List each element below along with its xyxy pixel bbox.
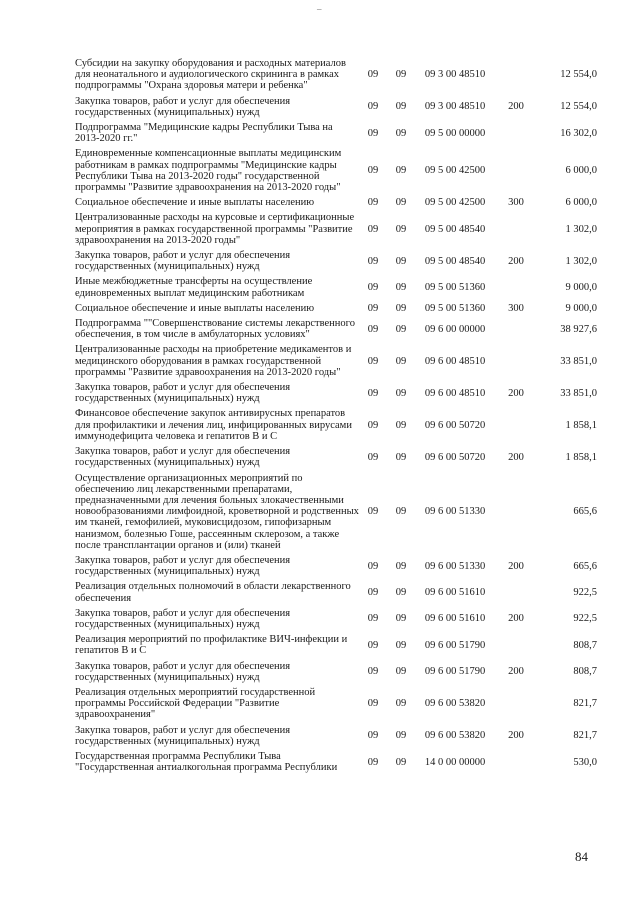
- row-amount: 9 000,0: [565, 302, 597, 314]
- row-target-article: 09 6 00 48510: [424, 355, 486, 367]
- row-amount: 9 000,0: [565, 282, 597, 294]
- row-subsection-code: 09: [395, 302, 407, 314]
- table-row: [75, 608, 597, 630]
- row-target-article: 09 6 00 50720: [424, 451, 486, 463]
- row-target-article: 09 5 00 51360: [424, 282, 486, 294]
- row-description: Подпрограмма ""Совершенствование системы лекарственного обеспечения, в том числе в амбулаторных условиях": [75, 318, 355, 341]
- table-row: [75, 725, 597, 747]
- row-target-article: 09 6 00 51610: [424, 586, 486, 598]
- row-subsection-code: 09: [395, 197, 407, 209]
- row-target-article: 09 6 00 51790: [424, 639, 486, 651]
- row-section-code: 09: [367, 323, 379, 335]
- row-amount: 821,7: [573, 698, 597, 710]
- row-amount: 530,0: [573, 756, 597, 768]
- row-target-article: 09 3 00 48510: [424, 69, 486, 81]
- table-row: [75, 473, 597, 551]
- table-row: [75, 687, 597, 721]
- row-section-code: 09: [367, 419, 379, 431]
- row-description: Закупка товаров, работ и услуг для обеспечения государственных (муниципальных) нужд: [75, 660, 291, 683]
- table-row: [75, 318, 597, 340]
- row-amount: 33 851,0: [560, 355, 597, 367]
- row-amount: 1 858,1: [565, 451, 597, 463]
- row-expense-type: 300: [508, 302, 524, 314]
- row-description: Иные межбюджетные трансферты на осуществление единовременных выплат медицинским работникам: [75, 276, 313, 299]
- row-description: Закупка товаров, работ и услуг для обеспечения государственных (муниципальных) нужд: [75, 382, 291, 405]
- row-description: Субсидии на закупку оборудования и расходных материалов для неонатального и аудиологического скрининга в рамках подпрограммы "Охрана здоровья матери и ребенка": [75, 58, 346, 92]
- table-row: [75, 382, 597, 404]
- table-row: [75, 344, 597, 378]
- row-target-article: 09 3 00 48510: [424, 101, 486, 113]
- row-description: Закупка товаров, работ и услуг для обеспечения государственных (муниципальных) нужд: [75, 250, 291, 273]
- row-description: Социальное обеспечение и иные выплаты населению: [75, 197, 315, 209]
- row-description: Закупка товаров, работ и услуг для обеспечения государственных (муниципальных) нужд: [75, 95, 291, 118]
- row-section-code: 09: [367, 197, 379, 209]
- table-row: [75, 212, 597, 246]
- row-description: Финансовое обеспечение закупок антивирусных препаратов для профилактики и лечения лиц, инфицированных вирусами иммунодефицита человека и гепатитов В и С: [75, 408, 352, 442]
- row-description: Закупка товаров, работ и услуг для обеспечения государственных (муниципальных) нужд: [75, 554, 291, 578]
- row-section-code: 09: [367, 282, 379, 294]
- row-subsection-code: 09: [395, 560, 407, 572]
- row-subsection-code: 09: [395, 730, 407, 742]
- row-section-code: 09: [367, 730, 379, 742]
- row-amount: 1 302,0: [565, 255, 597, 267]
- row-subsection-code: 09: [395, 639, 407, 651]
- row-section-code: 09: [367, 613, 379, 625]
- row-target-article: 09 6 00 51330: [424, 506, 486, 518]
- row-amount: 6 000,0: [565, 165, 597, 177]
- row-amount: 922,5: [573, 613, 597, 625]
- row-description: Подпрограмма "Медицинские кадры Республики Тыва на 2013-2020 гг.": [75, 122, 333, 145]
- row-amount: 922,5: [573, 586, 597, 598]
- row-expense-type: 200: [508, 101, 524, 113]
- row-subsection-code: 09: [395, 323, 407, 335]
- row-section-code: 09: [367, 223, 379, 235]
- row-target-article: 09 5 00 42500: [424, 197, 486, 209]
- row-expense-type: 200: [508, 255, 524, 267]
- row-target-article: 09 6 00 00000: [424, 323, 486, 335]
- row-amount: 12 554,0: [560, 69, 597, 81]
- row-target-article: 09 6 00 53820: [424, 698, 486, 710]
- row-amount: 1 302,0: [565, 223, 597, 235]
- row-amount: 6 000,0: [565, 197, 597, 209]
- row-expense-type: 200: [508, 387, 524, 399]
- row-target-article: 09 6 00 53820: [424, 730, 486, 742]
- table-row: [75, 96, 597, 118]
- row-target-article: 09 5 00 51360: [424, 302, 486, 314]
- row-target-article: 14 0 00 00000: [424, 756, 486, 768]
- row-expense-type: 200: [508, 451, 524, 463]
- table-row: [75, 555, 597, 577]
- row-section-code: 09: [367, 560, 379, 572]
- row-subsection-code: 09: [395, 586, 407, 598]
- table-row: [75, 661, 597, 683]
- row-amount: 665,6: [573, 506, 597, 518]
- row-subsection-code: 09: [395, 69, 407, 81]
- row-target-article: 09 5 00 48540: [424, 223, 486, 235]
- row-section-code: 09: [367, 586, 379, 598]
- row-section-code: 09: [367, 506, 379, 518]
- row-section-code: 09: [367, 165, 379, 177]
- table-row: [75, 148, 597, 193]
- row-description: Закупка товаров, работ и услуг для обеспечения государственных (муниципальных) нужд: [75, 607, 291, 630]
- page-number: 84: [575, 849, 588, 864]
- row-subsection-code: 09: [395, 282, 407, 294]
- row-subsection-code: 09: [395, 387, 407, 399]
- row-section-code: 09: [367, 639, 379, 651]
- row-section-code: 09: [367, 127, 379, 139]
- row-subsection-code: 09: [395, 506, 407, 518]
- row-subsection-code: 09: [395, 355, 407, 367]
- row-description: Централизованные расходы на курсовые и сертификационные мероприятия в рамках государственной программы "Развитие здравоохранения на 2013-2020 годы": [75, 212, 355, 246]
- row-amount: 33 851,0: [560, 387, 597, 399]
- row-subsection-code: 09: [395, 165, 407, 177]
- header-mark: –: [317, 4, 322, 14]
- row-description: Централизованные расходы на приобретение медикаментов и медицинского оборудования в рамках государственной программы "Развитие здравоохранения на 2013-2020 годы": [75, 344, 352, 378]
- row-section-code: 09: [367, 355, 379, 367]
- row-subsection-code: 09: [395, 698, 407, 710]
- row-subsection-code: 09: [395, 255, 407, 267]
- table-row: [75, 446, 597, 468]
- row-target-article: 09 6 00 51610: [424, 613, 486, 625]
- row-section-code: 09: [367, 698, 379, 710]
- row-description: Социальное обеспечение и иные выплаты населению: [75, 302, 315, 314]
- row-subsection-code: 09: [395, 756, 407, 768]
- row-section-code: 09: [367, 666, 379, 678]
- row-subsection-code: 09: [395, 613, 407, 625]
- table-row: [75, 408, 597, 442]
- row-amount: 16 302,0: [560, 127, 597, 139]
- table-row: [75, 197, 597, 208]
- row-description: Реализация отдельных мероприятий государственной программы Российской Федерации "Развитие здравоохранения": [75, 686, 316, 721]
- row-subsection-code: 09: [395, 451, 407, 463]
- row-subsection-code: 09: [395, 127, 407, 139]
- row-amount: 821,7: [573, 730, 597, 742]
- row-section-code: 09: [367, 69, 379, 81]
- row-description: Реализация мероприятий по профилактике ВИЧ-инфекции и гепатитов В и С: [75, 634, 348, 657]
- table-row: [75, 122, 597, 144]
- row-description: Государственная программа Республики Тыва "Государственная антиалкогольная программа Республики: [75, 750, 338, 774]
- row-expense-type: 200: [508, 666, 524, 678]
- row-amount: 808,7: [573, 666, 597, 678]
- row-amount: 12 554,0: [560, 101, 597, 113]
- row-subsection-code: 09: [395, 666, 407, 678]
- table-row: [75, 581, 597, 603]
- row-amount: 1 858,1: [565, 419, 597, 431]
- row-subsection-code: 09: [395, 101, 407, 113]
- row-target-article: 09 6 00 50720: [424, 419, 486, 431]
- row-description: Реализация отдельных полномочий в области лекарственного обеспечения: [75, 581, 351, 604]
- row-target-article: 09 6 00 51790: [424, 666, 486, 678]
- table-row: [75, 58, 597, 92]
- table-row: [75, 751, 597, 773]
- row-description: Осуществление организационных мероприятий по обеспечению лиц лекарственными препаратами, предназначенными для лечения больных злокачественными новообразованиями лимфоидной, кроветворной и родственных им тканей, гемофилией, муковисцидозом, гипофизарным нанизмом, болезнью Гоше, рассеянным склерозом, а также после трансплантации органов и (или) тканей: [75, 472, 359, 551]
- row-target-article: 09 5 00 48540: [424, 255, 486, 267]
- row-amount: 38 927,6: [560, 323, 597, 335]
- row-subsection-code: 09: [395, 419, 407, 431]
- row-expense-type: 200: [508, 730, 524, 742]
- budget-table: [75, 58, 597, 777]
- row-amount: 665,6: [573, 560, 597, 572]
- table-row: [75, 276, 597, 298]
- row-section-code: 09: [367, 302, 379, 314]
- row-section-code: 09: [367, 101, 379, 113]
- row-section-code: 09: [367, 387, 379, 399]
- row-expense-type: 300: [508, 197, 524, 209]
- row-target-article: 09 6 00 51330: [424, 560, 486, 572]
- row-section-code: 09: [367, 255, 379, 267]
- row-target-article: 09 5 00 00000: [424, 127, 486, 139]
- table-row: [75, 634, 597, 656]
- row-subsection-code: 09: [395, 223, 407, 235]
- row-expense-type: 200: [508, 560, 524, 572]
- row-description: Закупка товаров, работ и услуг для обеспечения государственных (муниципальных) нужд: [75, 724, 291, 747]
- table-row: [75, 303, 597, 314]
- table-row: [75, 250, 597, 272]
- row-description: Закупка товаров, работ и услуг для обеспечения государственных (муниципальных) нужд: [75, 446, 291, 469]
- row-expense-type: 200: [508, 613, 524, 625]
- row-target-article: 09 5 00 42500: [424, 165, 486, 177]
- row-amount: 808,7: [573, 639, 597, 651]
- row-description: Единовременные компенсационные выплаты медицинским работникам в рамках подпрограммы "Медицинские кадры Республики Тыва на 2013-2020 годы" государственной программы "Развитие здравоохранения на 2013-2020 годы": [75, 148, 342, 194]
- row-section-code: 09: [367, 756, 379, 768]
- row-target-article: 09 6 00 48510: [424, 387, 486, 399]
- row-section-code: 09: [367, 451, 379, 463]
